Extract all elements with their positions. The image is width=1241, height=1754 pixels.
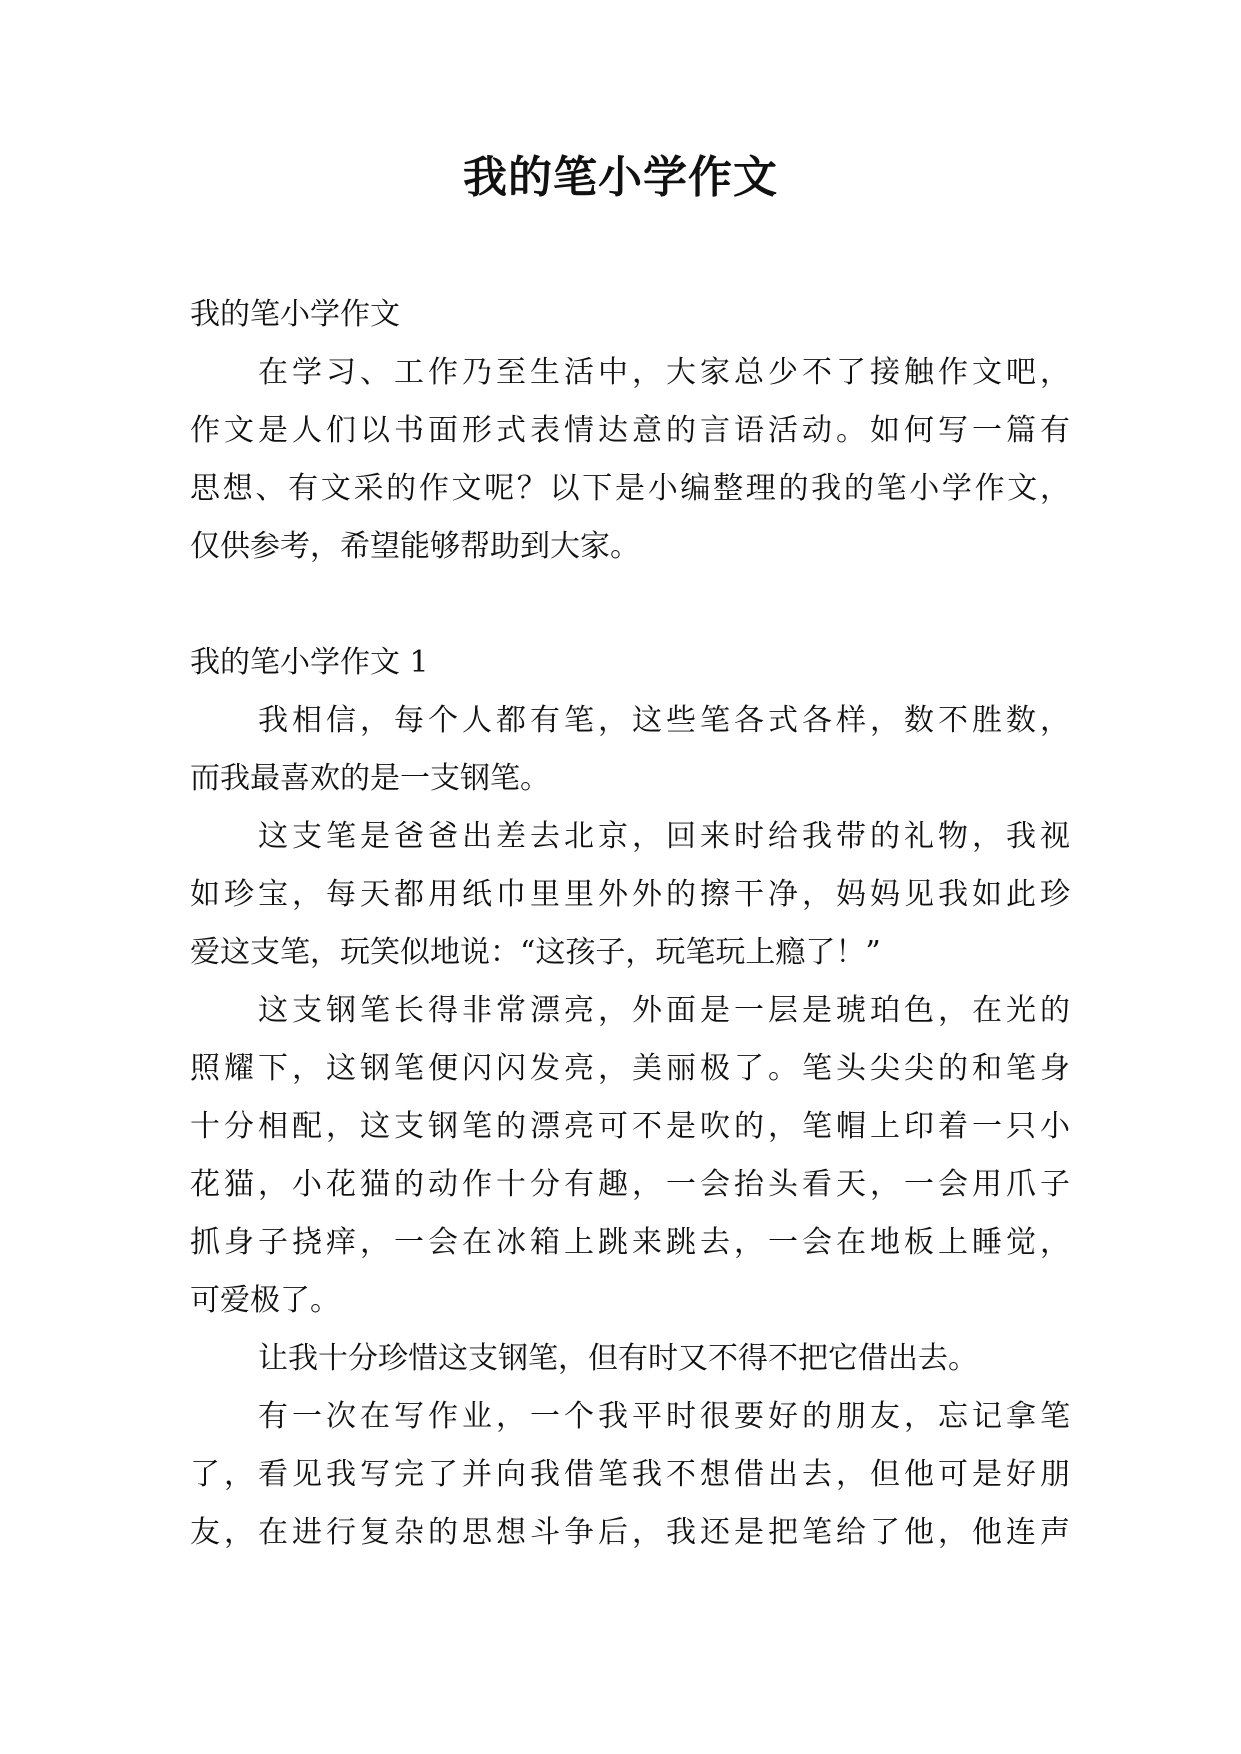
essay-paragraph-4 bbox=[190, 1330, 1070, 1388]
paragraph-line: 友，在进行复杂的思想斗争后，我还是把笔给了他，他连声 bbox=[190, 1515, 1070, 1550]
paragraph-line: 十分相配，这支钢笔的漂亮可不是吹的，笔帽上印着一只小 bbox=[190, 1109, 1070, 1144]
paragraph-line: 了，看见我写完了并向我借笔我不想借出去，但他可是好朋 bbox=[190, 1457, 1070, 1492]
intro-heading: 我的笔小学作文 bbox=[190, 297, 400, 332]
paragraph-line: 这支钢笔长得非常漂亮，外面是一层是琥珀色，在光的 bbox=[258, 993, 1070, 1028]
paragraph-line: 让我十分珍惜这支钢笔，但有时又不得不把它借出去。 bbox=[258, 1341, 978, 1376]
paragraph-line: 如珍宝，每天都用纸巾里里外外的擦干净，妈妈见我如此珍 bbox=[190, 877, 1070, 912]
essay-paragraph-5 bbox=[190, 1388, 1070, 1562]
paragraph-line: 作文是人们以书面形式表情达意的言语活动。如何写一篇有 bbox=[190, 413, 1070, 448]
paragraph-line: 可爱极了。 bbox=[190, 1283, 340, 1318]
paragraph-line: 仅供参考，希望能够帮助到大家。 bbox=[190, 529, 640, 564]
paragraph-line: 我相信，每个人都有笔，这些笔各式各样，数不胜数， bbox=[258, 703, 1070, 738]
paragraph-line: 在学习、工作乃至生活中，大家总少不了接触作文吧， bbox=[258, 355, 1070, 390]
essay-paragraph-2 bbox=[190, 808, 1070, 982]
paragraph-line: 有一次在写作业，一个我平时很要好的朋友，忘记拿笔 bbox=[258, 1399, 1070, 1434]
paragraph-line: 思想、有文采的作文呢？以下是小编整理的我的笔小学作文， bbox=[190, 471, 1070, 506]
paragraph-line: 这支笔是爸爸出差去北京，回来时给我带的礼物，我视 bbox=[258, 819, 1070, 854]
paragraph-line: 爱这支笔，玩笑似地说：“这孩子，玩笔玩上瘾了！” bbox=[190, 935, 881, 970]
paragraph-line: 照耀下，这钢笔便闪闪发亮，美丽极了。笔头尖尖的和笔身 bbox=[190, 1051, 1070, 1086]
document-body bbox=[190, 286, 1070, 1562]
blank-line bbox=[190, 576, 1070, 634]
paragraph-line: 花猫，小花猫的动作十分有趣，一会抬头看天，一会用爪子 bbox=[190, 1167, 1070, 1202]
essay-heading: 我的笔小学作文 1 bbox=[190, 645, 429, 680]
essay-paragraph-3 bbox=[190, 982, 1070, 1330]
document-title: 我的笔小学作文 bbox=[463, 152, 778, 203]
paragraph-line: 抓身子挠痒，一会在冰箱上跳来跳去，一会在地板上睡觉， bbox=[190, 1225, 1070, 1260]
paragraph-line: 而我最喜欢的是一支钢笔。 bbox=[190, 761, 550, 796]
essay-paragraph-1 bbox=[190, 692, 1070, 808]
intro-paragraph bbox=[190, 344, 1070, 576]
